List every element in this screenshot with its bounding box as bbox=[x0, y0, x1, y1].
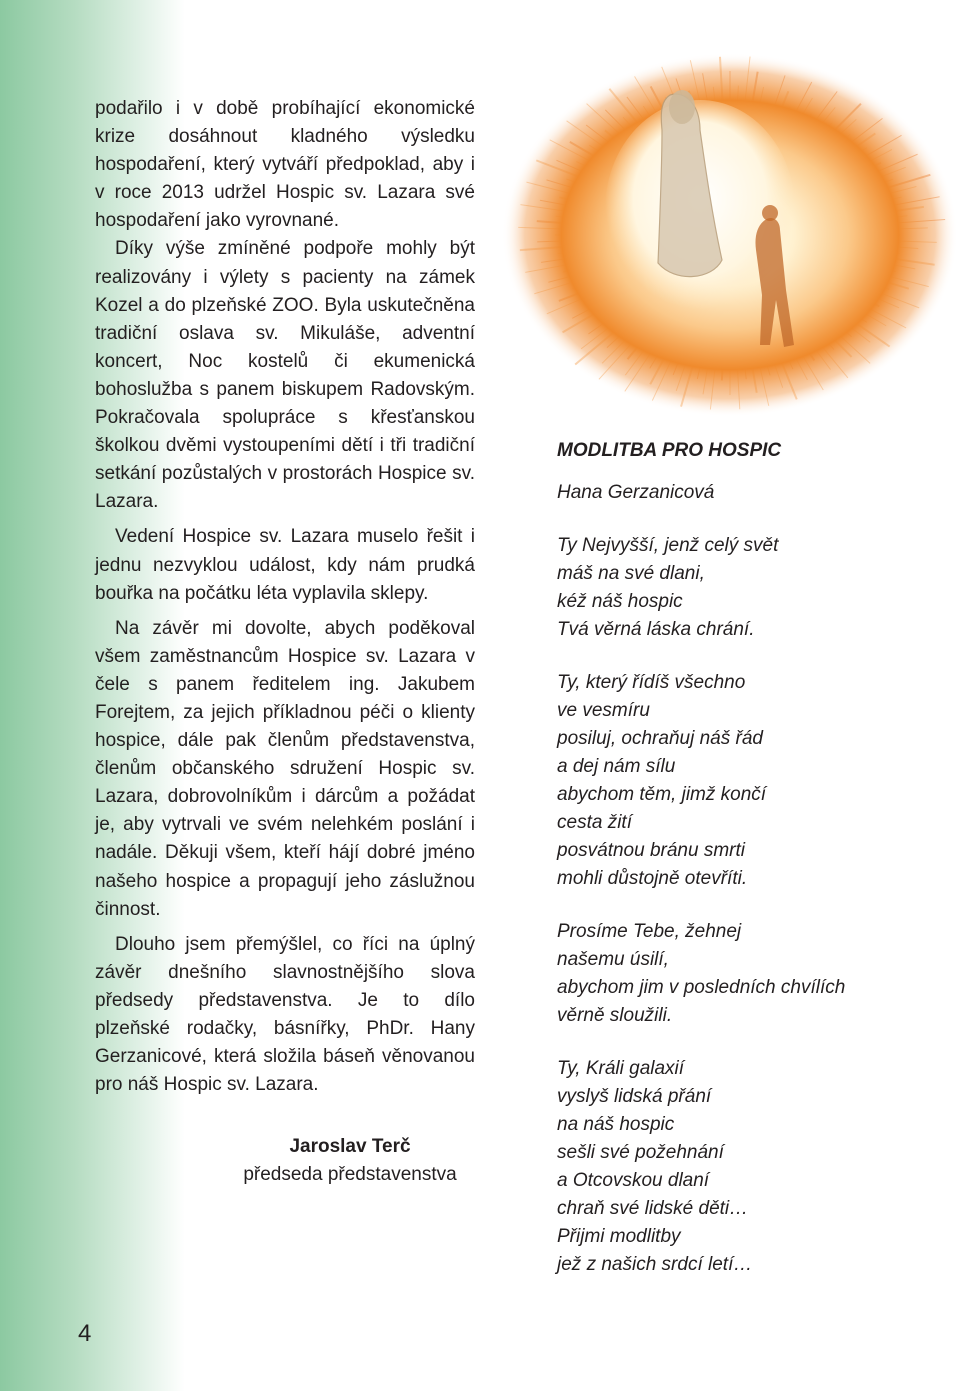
poem-stanza-4 bbox=[557, 1055, 947, 1279]
poem-line: chraň své lidské děti… bbox=[557, 1198, 749, 1219]
poem-line: vyslyš lidská přání bbox=[557, 1086, 712, 1107]
poem-stanza-2 bbox=[557, 669, 947, 893]
poem-line: a Otcovskou dlaní bbox=[557, 1170, 710, 1191]
poem-author: Hana Gerzanicová bbox=[557, 482, 715, 503]
poem-line: Tvá věrná láska chrání. bbox=[557, 619, 755, 640]
paragraph-3: Vedení Hospice sv. Lazara muselo řešit i jednu nezvyklou událost, kdy nám prudká bouřka na počátku léta vyplavila sklepy. bbox=[95, 526, 475, 604]
poem-line: posiluj, ochraňuj náš řád bbox=[557, 728, 763, 749]
paragraph-4: Na závěr mi dovolte, abych poděkoval všem zaměstnancům Hospice sv. Lazara v čele s panem ředitelem ing. Jakubem Forejtem, za jejich příkladnou péči o klienty hospice, dále pak členům představenstva, členům občanského sdružení Hospic sv. Lazara, dobrovolníkům i dárcům a požádat je, aby vytrvali ve svém nelehkém poslání i nadále. Děkuji všem, kteří hájí dobré jméno našeho hospice a propagují jeho záslužnou činnost. bbox=[95, 617, 475, 920]
poem-line: cesta žití bbox=[557, 812, 632, 833]
poem-line: Ty, Králi galaxií bbox=[557, 1058, 685, 1079]
small-figure-head bbox=[762, 205, 778, 221]
page-number: 4 bbox=[78, 1320, 92, 1347]
poem-line: na náš hospic bbox=[557, 1114, 675, 1135]
poem-line: máš na své dlani, bbox=[557, 563, 705, 584]
poem-line: abychom těm, jimž končí bbox=[557, 784, 767, 805]
poem-line: jež z našich srdcí letí… bbox=[557, 1254, 753, 1275]
poem-line: našemu úsilí, bbox=[557, 949, 669, 970]
poem-line: Ty Nejvyšší, jenž celý svět bbox=[557, 535, 779, 556]
poem-line: kéž náš hospic bbox=[557, 591, 683, 612]
poem-line: abychom jim v posledních chvílích bbox=[557, 977, 846, 998]
article-text bbox=[95, 95, 475, 1099]
signature bbox=[200, 1133, 500, 1189]
poem-line: ve vesmíru bbox=[557, 700, 650, 721]
poem-line: věrně sloužili. bbox=[557, 1005, 673, 1026]
signature-role: předseda představenstva bbox=[243, 1164, 457, 1185]
figure-head bbox=[669, 90, 695, 124]
signature-name: Jaroslav Terč bbox=[289, 1136, 411, 1157]
poem-line: mohli důstojně otevříti. bbox=[557, 868, 748, 889]
poem-line: Přijmi modlitby bbox=[557, 1226, 681, 1247]
poem-line: Ty, který řídíš všechno bbox=[557, 672, 746, 693]
poem-stanza-3 bbox=[557, 918, 947, 1030]
poem-title: MODLITBA PRO HOSPIC bbox=[557, 440, 782, 461]
radiant-figures-icon bbox=[500, 45, 960, 420]
poem-line: sešli své požehnání bbox=[557, 1142, 724, 1163]
paragraph-2: Díky výše zmíněné podpoře mohly být realizovány i výlety s pacienty na zámek Kozel a do plzeňské ZOO. Byla uskutečněna tradiční oslava sv. Mikuláše, adventní koncert, Noc kostelů či ekumenická bohoslužba s panem biskupem Radovským. Pokračovala spolupráce s křesťanskou školkou dvěmi vystoupeními dětí i tři tradiční setkání pozůstalých v prostorách Hospice sv. Lazara. bbox=[95, 238, 475, 513]
poem-stanza-1 bbox=[557, 532, 947, 644]
poem-line: posvátnou bránu smrti bbox=[557, 840, 745, 861]
paragraph-5: Dlouho jsem přemýšlel, co říci na úplný závěr dnešního slavnostnějšího slova předsedy představenstva. Je to dílo plzeňské rodačky, básnířky, PhDr. Hany Gerzanicové, která složila báseň věnovanou pro náš Hospic sv. Lazara. bbox=[95, 933, 475, 1096]
paragraph-1: podařilo i v době probíhající ekonomické krize dosáhnout kladného výsledku hospodaření, který vytváří předpoklad, aby i v roce 2013 udržel Hospic sv. Lazara své hospodaření jako vyrovnané. bbox=[95, 98, 475, 232]
poem-line: a dej nám sílu bbox=[557, 756, 676, 777]
poem-line: Prosíme Tebe, žehnej bbox=[557, 921, 742, 942]
poem bbox=[557, 437, 947, 1279]
